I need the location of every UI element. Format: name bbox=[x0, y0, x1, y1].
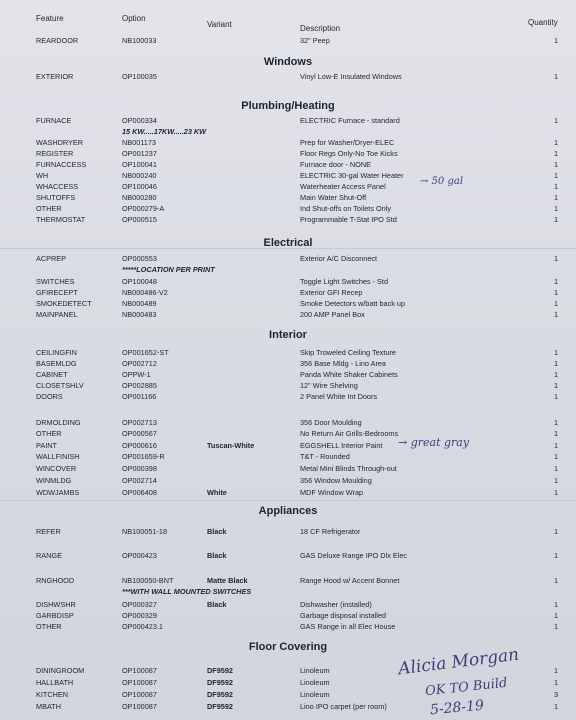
handwritten-date: 5-28-19 bbox=[429, 697, 485, 719]
row-feature: PAINT bbox=[36, 441, 57, 450]
row-option: OP001237 bbox=[122, 149, 157, 158]
header-feature: Feature bbox=[36, 14, 64, 23]
row-feature: WASHDRYER bbox=[36, 138, 84, 147]
row-option: OP002713 bbox=[122, 418, 157, 427]
row-feature: ACPREP bbox=[36, 254, 67, 263]
row-description: Dishwasher (installed) bbox=[300, 600, 372, 609]
row-quantity: 1 bbox=[554, 299, 559, 308]
row-quantity: 3 bbox=[554, 690, 559, 699]
row-feature: FURNACE bbox=[36, 116, 72, 125]
row-option: OP000279-A bbox=[122, 204, 165, 213]
row-feature: WINMLDG bbox=[36, 476, 72, 485]
row-description: Furnace door - NONE bbox=[300, 160, 371, 169]
row-variant: Black bbox=[207, 527, 227, 536]
row-quantity: 1 bbox=[554, 193, 559, 202]
row-option: OP000423.1 bbox=[122, 622, 163, 631]
handwritten-approval-note: OK TO Build bbox=[424, 675, 509, 700]
row-option: OP000515 bbox=[122, 215, 157, 224]
section-heading: Electrical bbox=[263, 237, 313, 249]
row-feature: GARBDISP bbox=[36, 611, 74, 620]
row-quantity: 1 bbox=[554, 476, 559, 485]
row-description: Linoleum bbox=[300, 690, 330, 699]
row-variant: Matte Black bbox=[207, 576, 248, 585]
row-option: OP000567 bbox=[122, 429, 157, 438]
row-description: GAS Deluxe Range IPO Dlx Elec bbox=[300, 551, 408, 560]
row-description: Lino IPO carpet (per room) bbox=[300, 702, 387, 711]
row-feature: WH bbox=[36, 171, 49, 180]
row-description: Prep for Washer/Dryer-ELEC bbox=[300, 138, 395, 147]
row-quantity: 1 bbox=[554, 551, 559, 560]
row-option: OP001659-R bbox=[122, 452, 165, 461]
row-quantity: 1 bbox=[554, 310, 559, 319]
row-feature: RNGHOOD bbox=[36, 576, 75, 585]
row-feature: MAINPANEL bbox=[36, 310, 78, 319]
row-description: Panda White Shaker Cabinets bbox=[300, 370, 398, 379]
row-description: Garbage disposal installed bbox=[300, 611, 386, 620]
row-quantity: 1 bbox=[554, 576, 559, 585]
row-option: OP100046 bbox=[122, 182, 157, 191]
row-quantity: 1 bbox=[554, 392, 559, 401]
row-option: OP100041 bbox=[122, 160, 157, 169]
row-option: OP000327 bbox=[122, 600, 157, 609]
row-quantity: 1 bbox=[554, 160, 559, 169]
row-variant: Black bbox=[207, 551, 227, 560]
row-option: OP000423 bbox=[122, 551, 157, 560]
row-description: No Return Air Grills-Bedrooms bbox=[300, 429, 399, 438]
header-variant: Variant bbox=[207, 20, 232, 29]
row-description: Main Water Shut-Off bbox=[300, 193, 367, 202]
row-quantity: 1 bbox=[554, 488, 559, 497]
row-description: 200 AMP Panel Box bbox=[300, 310, 365, 319]
row-quantity: 1 bbox=[554, 678, 559, 687]
row-variant: DF9592 bbox=[207, 702, 233, 711]
row-option: NB000280 bbox=[122, 193, 157, 202]
row-feature: MBATH bbox=[36, 702, 61, 711]
row-feature: REGISTER bbox=[36, 149, 74, 158]
section-heading: Windows bbox=[263, 56, 313, 68]
row-quantity: 1 bbox=[554, 370, 559, 379]
row-quantity: 1 bbox=[554, 171, 559, 180]
row-feature: OTHER bbox=[36, 622, 62, 631]
row-feature: CEILINGFIN bbox=[36, 348, 77, 357]
row-description: GAS Range in all Elec House bbox=[300, 622, 396, 631]
row-description: Toggle Light Switches - Std bbox=[300, 277, 389, 286]
row-quantity: 1 bbox=[554, 116, 559, 125]
row-description: Waterheater Access Panel bbox=[300, 182, 386, 191]
row-option: OP001166 bbox=[122, 392, 157, 401]
row-option: OP002714 bbox=[122, 476, 157, 485]
row-option: NB100051-18 bbox=[122, 527, 168, 536]
row-option: OP001652-ST bbox=[122, 348, 169, 357]
row-quantity: 1 bbox=[554, 204, 559, 213]
row-option: OP100048 bbox=[122, 277, 157, 286]
row-variant: DF9592 bbox=[207, 666, 233, 675]
row-feature: EXTERIOR bbox=[36, 72, 74, 81]
row-feature: HALLBATH bbox=[36, 678, 74, 687]
row-feature: WHACCESS bbox=[36, 182, 79, 191]
row-feature: CABINET bbox=[36, 370, 68, 379]
handwritten-paint-note: → great gray bbox=[398, 436, 470, 449]
row-description: Exterior A/C Disconnect bbox=[300, 254, 378, 263]
row-description: T&T - Rounded bbox=[300, 452, 350, 461]
row-option: OPPW-1 bbox=[122, 370, 151, 379]
row-feature: RANGE bbox=[36, 551, 62, 560]
row-option: OP000398 bbox=[122, 464, 157, 473]
row-description: Ind Shut-offs on Toilets Only bbox=[300, 204, 391, 213]
row-description: 356 Door Moulding bbox=[300, 418, 362, 427]
row-quantity: 1 bbox=[554, 182, 559, 191]
header-description: Description bbox=[300, 24, 341, 33]
row-option: OP002885 bbox=[122, 381, 157, 390]
handwritten-water-heater-note: → 50 gal bbox=[420, 176, 464, 187]
row-option: OP100087 bbox=[122, 690, 157, 699]
row-description: ELECTRIC 30-gal Water Heater bbox=[300, 171, 404, 180]
section-heading: Plumbing/Heating bbox=[241, 100, 335, 112]
row-feature: DRMOLDING bbox=[36, 418, 81, 427]
row-option: OP100087 bbox=[122, 678, 157, 687]
row-option: OP000329 bbox=[122, 611, 157, 620]
row-quantity: 1 bbox=[554, 359, 559, 368]
row-variant: DF9592 bbox=[207, 690, 233, 699]
row-quantity: 1 bbox=[554, 36, 559, 45]
row-quantity: 1 bbox=[554, 611, 559, 620]
row-option: NB100050-BNT bbox=[122, 576, 174, 585]
row-description: Floor Regs Only-No Toe Kicks bbox=[300, 149, 398, 158]
header-quantity: Quantity bbox=[528, 18, 558, 27]
row-option: NB000483 bbox=[122, 310, 157, 319]
row-feature: OTHER bbox=[36, 429, 62, 438]
row-feature: REARDOOR bbox=[36, 36, 79, 45]
row-option: NB000489 bbox=[122, 299, 157, 308]
row-option: OP000616 bbox=[122, 441, 157, 450]
row-description: EGGSHELL Interior Paint bbox=[300, 441, 383, 450]
row-quantity: 1 bbox=[554, 702, 559, 711]
row-feature: WALLFINISH bbox=[36, 452, 80, 461]
row-description: 2 Panel White Int Doors bbox=[300, 392, 378, 401]
row-variant: Tuscan-White bbox=[207, 441, 255, 450]
row-description: Programmable T-Stat IPO Std bbox=[300, 215, 397, 224]
row-quantity: 1 bbox=[554, 215, 559, 224]
row-quantity: 1 bbox=[554, 600, 559, 609]
row-quantity: 1 bbox=[554, 429, 559, 438]
row-feature: WDWJAMBS bbox=[36, 488, 80, 497]
row-note: ***WITH WALL MOUNTED SWITCHES bbox=[122, 587, 252, 596]
row-description: Vinyl Low-E Insulated Windows bbox=[300, 72, 402, 81]
row-quantity: 1 bbox=[554, 666, 559, 675]
row-description: 356 Window Moulding bbox=[300, 476, 372, 485]
row-feature: DISHWSHR bbox=[36, 600, 76, 609]
row-quantity: 1 bbox=[554, 441, 559, 450]
section-heading: Appliances bbox=[258, 505, 318, 517]
row-description: Skip Troweled Ceiling Texture bbox=[300, 348, 396, 357]
row-feature: SWITCHES bbox=[36, 277, 75, 286]
row-feature: SHUTOFFS bbox=[36, 193, 76, 202]
row-variant: Black bbox=[207, 600, 227, 609]
row-option: OP000553 bbox=[122, 254, 157, 263]
row-description: 356 Base Mldg - Lino Area bbox=[300, 359, 386, 368]
row-description: Linoleum bbox=[300, 678, 330, 687]
row-variant: White bbox=[207, 488, 227, 497]
section-heading: Floor Covering bbox=[248, 641, 328, 653]
row-quantity: 1 bbox=[554, 277, 559, 286]
row-feature: OTHER bbox=[36, 204, 62, 213]
row-quantity: 1 bbox=[554, 348, 559, 357]
row-feature: WINCOVER bbox=[36, 464, 77, 473]
row-feature: FURNACCESS bbox=[36, 160, 87, 169]
row-description: Smoke Detectors w/batt back up bbox=[300, 299, 406, 308]
row-feature: DOORS bbox=[36, 392, 63, 401]
row-description: ELECTRIC Furnace - standard bbox=[300, 116, 400, 125]
row-variant: DF9592 bbox=[207, 678, 233, 687]
row-description: 32" Peep bbox=[300, 36, 330, 45]
row-description: Linoleum bbox=[300, 666, 330, 675]
row-option: OP100087 bbox=[122, 702, 157, 711]
section-heading: Interior bbox=[269, 329, 307, 341]
row-quantity: 1 bbox=[554, 138, 559, 147]
row-description: Metal Mini Blinds Through-out bbox=[300, 464, 397, 473]
row-option: OP100035 bbox=[122, 72, 157, 81]
row-quantity: 1 bbox=[554, 288, 559, 297]
row-description: 12" Wire Shelving bbox=[300, 381, 358, 390]
row-feature: GFIRECEPT bbox=[36, 288, 78, 297]
row-note: *****LOCATION PER PRINT bbox=[122, 265, 215, 274]
row-feature: KITCHEN bbox=[36, 690, 69, 699]
row-quantity: 1 bbox=[554, 149, 559, 158]
row-quantity: 1 bbox=[554, 381, 559, 390]
row-option: OP002712 bbox=[122, 359, 157, 368]
row-option: NB000486-V2 bbox=[122, 288, 168, 297]
row-option: NB100033 bbox=[122, 36, 157, 45]
row-quantity: 1 bbox=[554, 527, 559, 536]
row-option: OP006408 bbox=[122, 488, 157, 497]
row-feature: SMOKEDETECT bbox=[36, 299, 92, 308]
row-option: OP000334 bbox=[122, 116, 157, 125]
row-feature: REFER bbox=[36, 527, 61, 536]
row-note: 15 KW.....17KW.....23 KW bbox=[122, 127, 207, 136]
handwritten-signature: Alicia Morgan bbox=[397, 644, 521, 680]
row-quantity: 1 bbox=[554, 418, 559, 427]
row-feature: BASEMLDG bbox=[36, 359, 77, 368]
row-description: Exterior GFI Recep bbox=[300, 288, 363, 297]
row-option: OP100087 bbox=[122, 666, 157, 675]
row-option: NB000240 bbox=[122, 171, 157, 180]
row-quantity: 1 bbox=[554, 622, 559, 631]
row-quantity: 1 bbox=[554, 72, 559, 81]
header-option: Option bbox=[122, 14, 146, 23]
row-feature: THERMOSTAT bbox=[36, 215, 86, 224]
row-description: 18 CF Refrigerator bbox=[300, 527, 361, 536]
row-quantity: 1 bbox=[554, 254, 559, 263]
row-feature: DININGROOM bbox=[36, 666, 85, 675]
paper-fold bbox=[0, 500, 576, 501]
row-option: NB001173 bbox=[122, 138, 156, 147]
row-quantity: 1 bbox=[554, 464, 559, 473]
row-feature: CLOSETSHLV bbox=[36, 381, 84, 390]
row-description: MDF Window Wrap bbox=[300, 488, 364, 497]
row-quantity: 1 bbox=[554, 452, 559, 461]
row-description: Range Hood w/ Accent Bonnet bbox=[300, 576, 400, 585]
